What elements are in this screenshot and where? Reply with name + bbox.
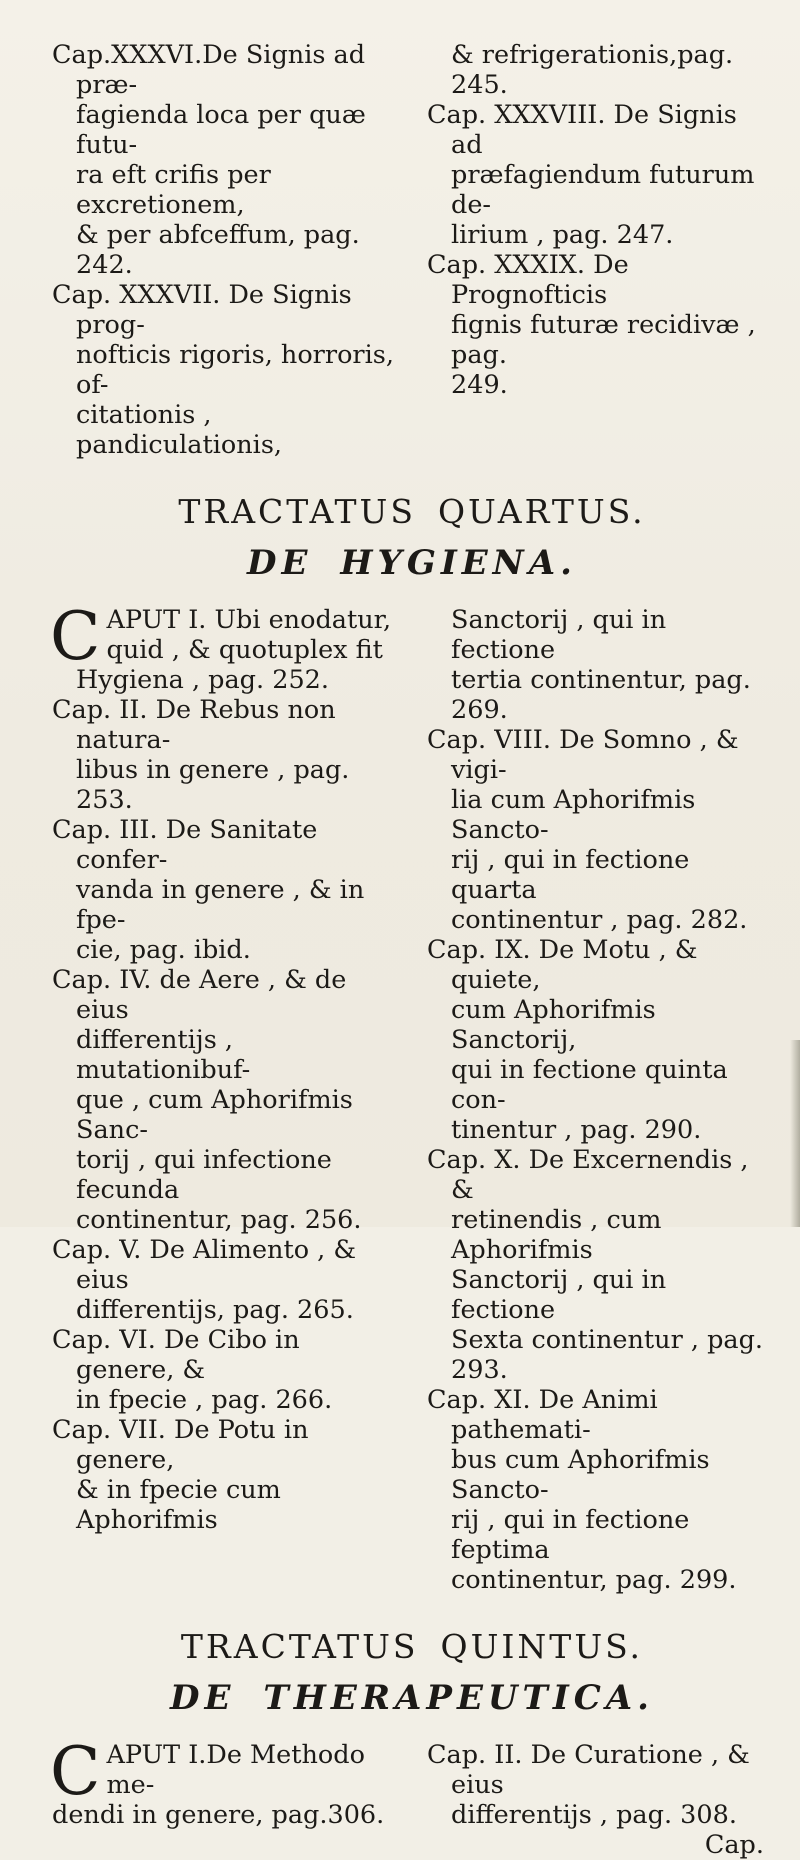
index-entry: Sanctorij , qui in fectione (451, 1265, 667, 1325)
therapeutica-right-column (427, 1740, 772, 1860)
index-entry: continentur, pag. 299. (451, 1565, 737, 1595)
index-top-left-column (52, 40, 398, 460)
heading-word: QUARTUS. (437, 492, 646, 531)
index-top-block (52, 40, 772, 460)
therapeutica-index (50, 1733, 772, 1860)
index-entry: rij , qui in fectione feptima (451, 1505, 690, 1565)
index-entry: Sanctorij , qui in fectione (451, 605, 667, 665)
page-edge-shadow (790, 1040, 800, 1227)
index-entry: torij , qui infectione fecunda (76, 1145, 332, 1205)
index-entry: Cap. XI. De Animi pathemati- (427, 1385, 658, 1445)
index-entry: libus in genere , pag. 253. (76, 755, 350, 815)
index-entry: Cap. XXXIX. De Prognofticis (427, 250, 629, 310)
therapeutica-subheading (52, 1678, 772, 1718)
index-entry: cie, pag. ibid. (76, 935, 251, 965)
hygiena-subheading (52, 543, 772, 583)
index-entry: Cap. XXXVII. De Signis prog- (52, 280, 352, 340)
index-entry: ra eft crifis per excretionem, (76, 160, 271, 220)
hygiena-index (50, 598, 772, 1595)
index-entry: in fpecie , pag. 266. (76, 1385, 333, 1415)
heading-word: QUINTUS. (440, 1627, 644, 1666)
index-entry: tertia continentur, pag. 269. (451, 665, 751, 725)
index-entry: præfagiendum futurum de- (451, 160, 755, 220)
index-entry: continentur , pag. 282. (451, 905, 748, 935)
index-entry: lirium , pag. 247. (451, 220, 674, 250)
index-entry: Cap. VII. De Potu in genere, (52, 1415, 309, 1475)
index-entry: & per abfceffum, pag. 242. (76, 220, 360, 280)
drop-cap: C (50, 598, 101, 675)
heading-word: TRACTATUS (178, 492, 416, 531)
index-entry: Sexta continentur , pag. (451, 1325, 764, 1355)
index-top-right-column (427, 40, 772, 460)
heading-word: TRACTATUS (180, 1627, 419, 1666)
index-entry: vanda in genere , & in fpe- (76, 875, 365, 935)
index-entry: APUT I. Ubi enodatur, (106, 605, 392, 635)
index-entry: differentijs, pag. 265. (76, 1295, 354, 1325)
index-entry: Cap. IX. De Motu , & quiete, (427, 935, 698, 995)
index-entry: Cap. IV. de Aere , & de eius (52, 965, 347, 1025)
index-entry: lia cum Aphorifmis Sancto- (451, 785, 696, 845)
index-entry: Cap. X. De Excernendis , & (427, 1145, 749, 1205)
tractatus-quartus-heading (52, 492, 772, 531)
subheading-word: DE (170, 1678, 236, 1718)
caput-first-entry (50, 598, 398, 675)
catchword: Cap. (704, 1830, 764, 1860)
index-entry: APUT I.De Methodo me- (106, 1740, 365, 1800)
subheading-word: DE (247, 543, 313, 583)
index-entry: Cap.XXXVI.De Signis ad præ- (52, 40, 366, 100)
index-entry: 293. (451, 1355, 508, 1385)
index-entry: continentur, pag. 256. (76, 1205, 362, 1235)
index-entry: quid , & quotuplex fit (106, 635, 383, 665)
hygiena-left-column (50, 598, 398, 1595)
index-entry: rij , qui in fectione quarta (451, 845, 690, 905)
index-entry: bus cum Aphorifmis Sancto- (451, 1445, 710, 1505)
index-entry: Cap. V. De Alimento , & eius (52, 1235, 357, 1295)
caput-first-entry (50, 1733, 398, 1830)
index-entry: retinendis , cum Aphorifmis (451, 1205, 662, 1265)
index-entry: & refrigerationis,pag. 245. (451, 40, 734, 100)
index-entry: Cap. III. De Sanitate confer- (52, 815, 318, 875)
index-entry: que , cum Aphorifmis Sanc- (76, 1085, 353, 1145)
index-entry: differentijs , mutationibuf- (76, 1025, 251, 1085)
index-entry: Cap. VI. De Cibo in genere, & (52, 1325, 300, 1385)
index-entry: dendi in genere, pag.306. (52, 1800, 385, 1830)
index-entry: fagienda loca per quæ futu- (76, 100, 366, 160)
index-entry: Cap. II. De Rebus non natura- (52, 695, 336, 755)
index-entry: & in fpecie cum Aphorifmis (76, 1475, 281, 1535)
index-entry: Cap. VIII. De Somno , & vigi- (427, 725, 739, 785)
drop-cap: C (50, 1733, 101, 1810)
index-entry: cum Aphorifmis Sanctorij, (451, 995, 656, 1055)
index-entry: Cap. II. De Curatione , & eius (427, 1740, 750, 1800)
index-entry: nofticis rigoris, horroris, of- (76, 340, 394, 400)
index-entry: fignis futuræ recidivæ , pag. (451, 310, 756, 370)
subheading-word: THERAPEUTICA. (263, 1678, 654, 1718)
subheading-word: HYGIENA. (340, 543, 577, 583)
index-entry: differentijs , pag. 308. (451, 1800, 737, 1830)
index-entry: citationis , pandiculationis, (76, 400, 283, 460)
tractatus-quintus-heading (52, 1627, 772, 1666)
index-entry: tinentur , pag. 290. (451, 1115, 702, 1145)
index-entry: Cap. XXXVIII. De Signis ad (427, 100, 737, 160)
index-entry: qui in fectione quinta con- (451, 1055, 728, 1115)
hygiena-right-column (427, 605, 772, 1595)
therapeutica-left-column (50, 1733, 398, 1860)
index-entry: 249. (451, 370, 508, 400)
index-entry: Hygiena , pag. 252. (76, 665, 329, 695)
